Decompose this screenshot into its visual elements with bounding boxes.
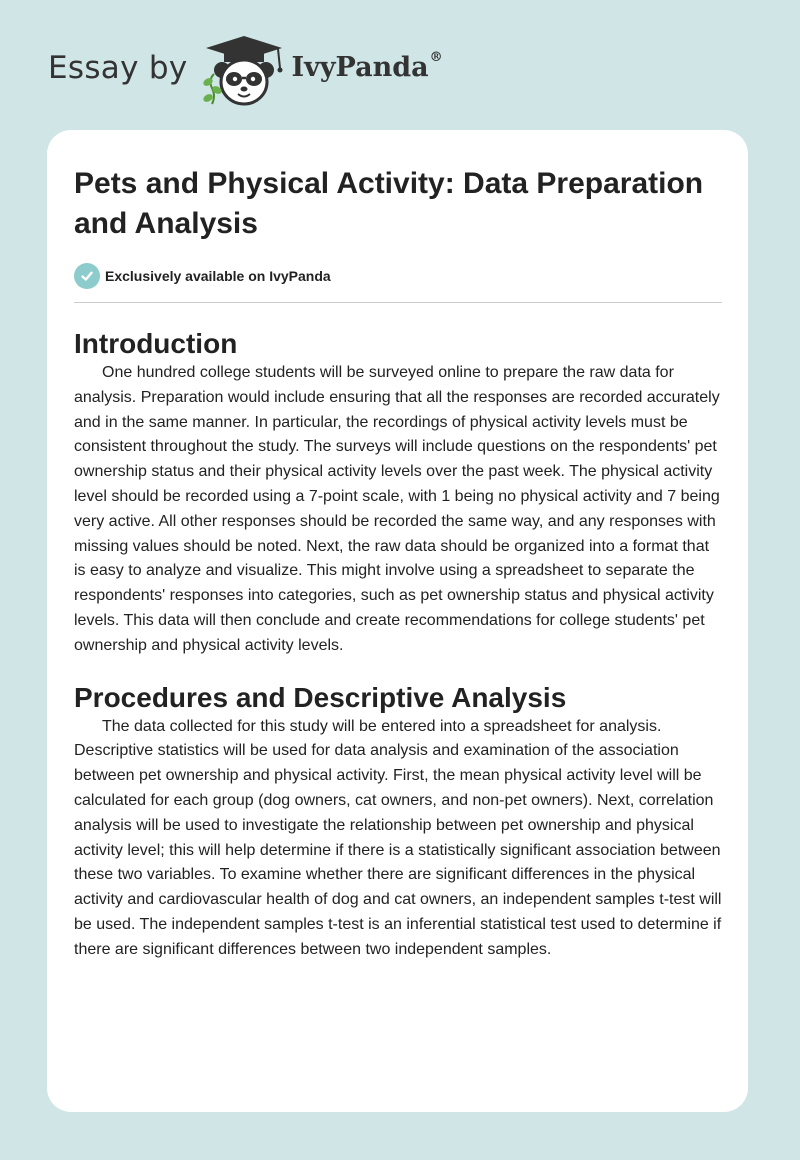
exclusive-badge [74, 263, 722, 289]
section-text-introduction: One hundred college students will be surveyed online to prepare the raw data for analysis. Preparation would include ensuring that all the responses are recorded accurately and in the same manner. In particular, the recordings of physical activity levels must be consistent throughout the study. The surveys will include questions on the respondents' pet ownership status and their physical activity levels over the past week. The physical activity level should be recorded using a 7-point scale, with 1 being no physical activity and 7 being very active. All other responses should be recorded the same way, and any responses with missing values should be noted. Next, the raw data should be organized into a format that is easy to analyze and visualize. This might involve using a spreadsheet to separate the respondents' responses into categories, such as pet ownership status and physical activity levels. This data will then conclude and create recommendations for college students' pet ownership and physical activity levels. [74, 364, 720, 654]
brand-header [48, 30, 443, 110]
badge-label: Exclusively available on IvyPanda [105, 268, 331, 284]
check-icon [74, 263, 100, 289]
section-text-procedures: The data collected for this study will be entered into a spreadsheet for analysis. Descriptive statistics will be used for data analysis and examination of the association between pet ownership and physical activity. First, the mean physical activity level will be calculated for each group (dog owners, cat owners, and non-pet owners). Next, correlation analysis will be used to investigate the relationship between pet ownership and physical activity level; this will help determine if there is a statistically significant association between these two variables. To examine whether there are significant differences in the physical activity and cardiovascular health of dog and cat owners, an independent samples t-test will be used. The independent samples t-test is an inferential statistical test used to determine if there are significant differences between two independent samples. [74, 717, 722, 958]
section-heading-introduction: Introduction [74, 328, 238, 359]
brand-name: IvyPanda® [291, 49, 443, 83]
page-title: Pets and Physical Activity: Data Preparation and Analysis [74, 167, 704, 240]
article-card [47, 130, 748, 1112]
divider [74, 302, 722, 303]
ivypanda-logo-icon[interactable] [200, 30, 292, 110]
section-heading-procedures: Procedures and Descriptive Analysis [74, 681, 567, 713]
brand-prefix: Essay by [48, 50, 188, 86]
